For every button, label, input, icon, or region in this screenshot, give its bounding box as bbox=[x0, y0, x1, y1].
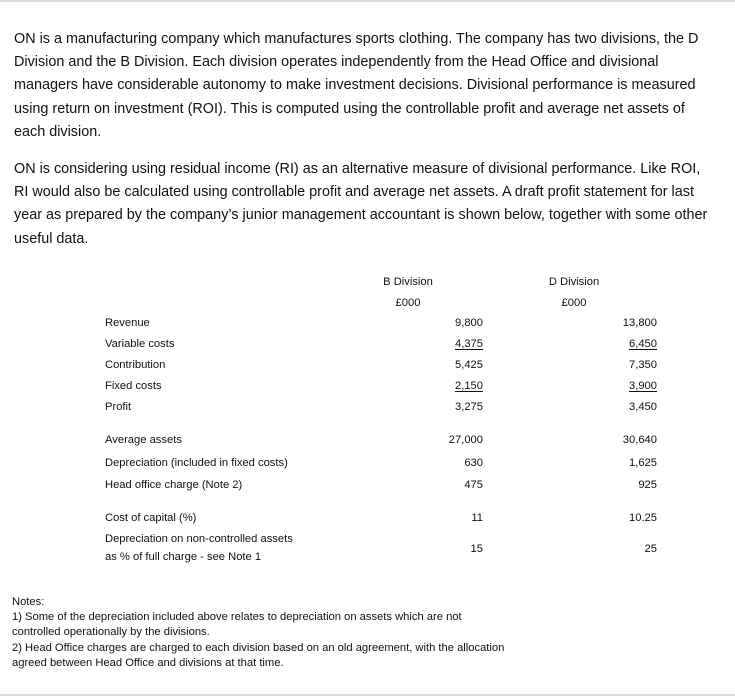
row-b-variable-costs: 4,375 bbox=[455, 338, 483, 350]
note-1-line-1: 1) Some of the depreciation included above relates to depreciation on assets which are not bbox=[12, 611, 462, 624]
row-d-cost-of-capital: 10.25 bbox=[629, 512, 657, 524]
row-b-revenue: 9,800 bbox=[455, 317, 483, 329]
row-d-revenue: 13,800 bbox=[622, 317, 657, 329]
notes-section bbox=[12, 595, 712, 671]
row-label-depreciation: Depreciation (included in fixed costs) bbox=[105, 457, 288, 469]
row-label-contribution: Contribution bbox=[105, 359, 166, 371]
intro-paragraph-2: ON is considering using residual income (RI) as an alternative measure of divisional performance. Like ROI, RI would also be calculated using controllable profit and average net assets. A draft profit statement for last year as prepared by the company’s junior management accountant is shown below, together with some other useful data. bbox=[14, 161, 708, 247]
row-b-profit: 3,275 bbox=[455, 401, 483, 413]
row-b-fixed-costs: 2,150 bbox=[455, 380, 483, 392]
top-divider bbox=[0, 0, 735, 2]
note-2-line-2: agreed between Head Office and divisions at that time. bbox=[12, 656, 284, 669]
row-d-variable-costs: 6,450 bbox=[629, 338, 657, 350]
col-d-title: D Division bbox=[548, 276, 600, 288]
row-b-cost-of-capital: 11 bbox=[471, 512, 483, 524]
row-label-average-assets: Average assets bbox=[105, 434, 182, 446]
row-b-head-office-charge: 475 bbox=[464, 479, 483, 491]
note-2-line-1: 2) Head Office charges are charged to each division based on an old agreement, with the allocation bbox=[12, 641, 505, 654]
col-b-title: B Division bbox=[383, 276, 433, 288]
intro-paragraph-1: ON is a manufacturing company which manufactures sports clothing. The company has two divisions, the D Division and the B Division. Each division operates independently from the Head Office and divisional managers have considerable autonomy to make investment decisions. Divisional performance is measured using return on investment (ROI). This is computed using the controllable profit and average net assets of each division. bbox=[14, 31, 699, 140]
col-d-unit: £000 bbox=[561, 297, 587, 309]
row-label-variable-costs: Variable costs bbox=[105, 338, 175, 350]
row-b-contribution: 5,425 bbox=[455, 359, 483, 371]
notes-heading: Notes: bbox=[12, 596, 45, 608]
row-label-non-controlled-depreciation: Depreciation on non-controlled assets bbox=[105, 533, 293, 545]
row-b-average-assets: 27,000 bbox=[448, 434, 483, 446]
row-d-non-controlled-depreciation: 25 bbox=[644, 543, 657, 555]
row-label-non-controlled-depreciation-line2: as % of full charge - see Note 1 bbox=[105, 551, 262, 563]
row-label-fixed-costs: Fixed costs bbox=[105, 380, 162, 392]
row-label-cost-of-capital: Cost of capital (%) bbox=[105, 512, 197, 524]
row-label-profit: Profit bbox=[105, 401, 132, 413]
row-b-non-controlled-depreciation: 15 bbox=[470, 543, 483, 555]
col-b-unit: £000 bbox=[395, 297, 421, 309]
row-d-average-assets: 30,640 bbox=[622, 434, 657, 446]
row-d-profit: 3,450 bbox=[629, 401, 657, 413]
row-d-contribution: 7,350 bbox=[629, 359, 657, 371]
row-b-depreciation: 630 bbox=[464, 457, 483, 469]
row-label-head-office-charge: Head office charge (Note 2) bbox=[105, 479, 243, 491]
note-1-line-2: controlled operationally by the divisions. bbox=[12, 626, 210, 639]
row-d-fixed-costs: 3,900 bbox=[629, 380, 657, 392]
row-label-revenue: Revenue bbox=[105, 317, 150, 329]
row-d-head-office-charge: 925 bbox=[638, 479, 657, 491]
row-d-depreciation: 1,625 bbox=[629, 457, 657, 469]
